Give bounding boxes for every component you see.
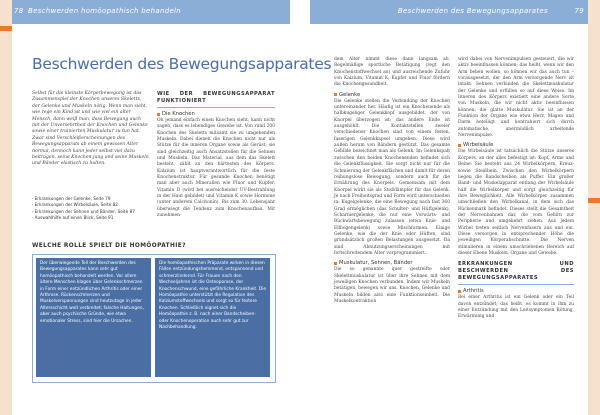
- bullet-square-icon: [334, 262, 337, 265]
- box-left-text: Der überwiegende Teil der Beschwerden des Bewegungsapparates kann sehr gut homöopathisch behandelt werden. Vor allem ältere Menschen klagen über Gelenkschmerzen in Form einer entzündlichen Arthritis oder einer Arthrose. Rückenschmerzen und Muskelverspannungen sind heutzutage in jeder Altersschicht weit verbreitet; falsche Haltungen, aber auch psychische Gründe, wie etwa emotionaler Stress, sind hier die Ursachen.: [36, 258, 151, 377]
- left-header-bar: [0, 0, 290, 24]
- box-right-text: Die homöopathischen Präparate wirken in diesen Fällen entzündungshemmend, entspannend und schmerzlindernd. Für Frauen nach den Wechseljahren ist die Osteoporose, der Knochenschwund, eine gefährliche Krankheit. Die Homöopathie unterstützt die Regulation des Kalziumstoffwechsels und sorgt so für festere Knochen. Schließlich eignet sich die Homöopathie z. B. nach einer Bandscheiben- oder Knochenoperation auch sehr gut zur Nachbehandlung.: [155, 258, 270, 377]
- section-heading: ERKRANKUNGEN UND BESCHWERDEN DES BEWEGUNGSAPPARATES: [458, 261, 574, 282]
- intro-paragraph: Selbst für die kleinste Körperbewegung ist das Zusammenspiel der Knochen unseres Skeletts, der Gelenke und Muskeln nötig. Wenn man sieht, wie rege ein Kind ist und wie viel ein alter Mensch, dann weiß man, dass Bewegung auch mit der Unversehrtheit der Knochen und Gelenke sowie einer trainierten Muskulatur zu tun hat. Zwar sind Verschleißerscheinungen des Bewegungsapparats ab einem gewissen Alter normal, dennoch kann jeder selbst viel dazu beitragen, seine Knochen jung und seine Muskeln und Bänder elastisch zu halten.: [32, 91, 149, 167]
- subheading: Wirbelsäule: [458, 141, 574, 149]
- column-3: [334, 57, 450, 305]
- subheading: Die Knochen: [157, 110, 275, 118]
- left-margin-strip: [0, 0, 12, 415]
- section-heading: WIE DER BEWEGUNGSAPPARAT FUNKTIONIERT: [157, 91, 275, 104]
- right-orange-tab: [588, 198, 600, 203]
- right-margin-strip: [588, 0, 600, 415]
- subheading: Gelenke: [334, 91, 450, 99]
- subheading: Muskulatur, Sehnen, Bänder: [334, 259, 450, 267]
- box-title: WELCHE ROLLE SPIELT DIE HOMÖOPATHIE?: [32, 243, 186, 249]
- body-text: Bei einer Arthritis ist ein Gelenk oder ein Teil davon entzündet; das heißt, es kommt in ihm zu einer Entzündung mit den Leitsymptomen Rötung, Erwärmung und: [458, 295, 574, 320]
- body-text: wird dabei von Nervenimpulsen gesteuert, die wir aktiv beeinflussen können; das heißt, wenn wir den Arm beben wollen, so können wir das auch tun – vorausgesetzt, der den Arm versorgende Nerv ist intakt. Sehnen verbinden die Skelettmuskulatur der Gelenke und erfüllen so auf diese Weise. Im Inneren des Körpers existiert eine andere Sorte von Muskeln, die wir nicht aktiv beeinflussen können: die glatte Muskulatur. Sie ist an der Funktion der Organe wie etwa Herz, Magen und Darm beteiligt und kontrahiert sich durch automatische, unermüdlich arbeitende Nervenimpulse.: [458, 57, 574, 139]
- info-box: [32, 254, 276, 383]
- chapter-link[interactable]: · Auswahlhilfe auf einen Blick, Seite 91: [32, 215, 114, 221]
- body-text: Die Gelenke stellen die Verbindung der Knochen untereinander her. Häufig ist ein Knochenende als halbkugeliger Gelenkkopf ausgebildet, der von Knorpel überzogen ist; das andere Ende ist ausgehöhlt. Die Kontaktstellen zweier verschiedener Knochen sind von einem festen, faserigen Gelenkkapsel umgeben. Diese wird außen herum von Bändern gestützt. Das gesamte Gebilde bezeichnet man als Gelenk. Im Gelenkspalt zwischen den beiden Knochenenden befindet sich die Gelenkflüssigkeit. Sie sorgt nicht nur für die Schmierung der Gelenkflächen und damit für deren reibungslose Bewegung, sondern auch für die Ernährung des Knorpels. Gemeinsam mit dem Knorpel wirkt sie als Stoßdämpfer für das Gelenk. Je nach Freiheitsgrad und Form wird unterschieden in: Kugelgelenke, die eine Bewegung nach fast 360 Grad ermöglichen (das Schulter- und Hüftgelenk), Scharniergelenke, die nur eine Vorwärts- und Rückwärtsbewegung zulassen (etwa Knie- und Ellbogengelenk) sowie Mischformen. Einige Gelenke, wie die der Knie oder Hüften, sind grundsätzlich großen Belastungen ausgesetzt. Da sind Abnutzungserscheinungen mit fortschreitendem Alter vorprogrammiert.: [334, 98, 450, 256]
- divider: [157, 107, 275, 108]
- chapter-link[interactable]: · Erkrankungen der Wirbelsäule, Seite 82: [32, 202, 118, 208]
- chapter-link[interactable]: · Erkrankungen der Gelenke, Seite 79: [32, 196, 111, 201]
- right-running-title: Beschwerden des Bewegungsapparates: [397, 7, 548, 15]
- right-header-bar: [310, 0, 600, 24]
- page-title: Beschwerden des Bewegungsapparates: [32, 55, 332, 73]
- body-text: Die so genannte quer gestreifte oder Skelettmuskulatur ist über ihre Sehnen mit dem jeweiligen Knochen verbunden. Indem wir Muskeln betätigen, bewegen wir uns. Knochen, Gelenke und Muskeln bilden also eine Funktionseinheit. Die Muskelkontraktion: [334, 267, 450, 305]
- right-page-number: 79: [574, 7, 584, 15]
- left-page-number: 78: [14, 7, 24, 15]
- bullet-square-icon: [334, 93, 337, 96]
- body-text: dem Alter nimmt diese dann langsam ab. Regelmäßige sportliche Betätigung (regt den Knochenstoffwechsel an) und ausreichende Zufuhr von Kalzium, Vitamin K, Kupfer und Fluor fördern die Knochengesundheit.: [334, 57, 450, 88]
- bullet-square-icon: [458, 290, 461, 293]
- column-2: [157, 91, 275, 220]
- chapter-link[interactable]: · Erkrankungen der Sehnen und Bänder, Seite 87: [32, 208, 135, 214]
- column-4: [458, 57, 574, 321]
- chapter-links-list: [32, 196, 150, 222]
- left-orange-tab: [0, 26, 12, 31]
- bullet-square-icon: [157, 113, 160, 116]
- body-text: Die Wirbelsäule ist tatsächlich die Stütze unseres Körpers, an der alles befestigt ist: Kopf, Arme und Beine. Sie besteht aus 24 Wirbelkörpern, Kreuz- sowie Steißbein. Zwischen den Wirbelkörpern liegen die Bandscheiben als Puffer. Ein großer Band- und Muskelapparat entlang der Wirbelsäule hält die Wirbelkörper und sorgt gleichzeitig für ihre Beweglichkeit. Alle Wirbelkörper zusammen umschließen den Wirbelkanal, in dem sich das Rückenmark befindet. Dieses stellt die Gesamtheit der Nervenbahnen dar, die vom Gehirn zur Peripherie und umgekehrt ziehen. Aus jedem Wirbel treten seitlich Nervenfasern aus und ein. Diese versorgen in entsprechender Höhe die jeweiligen Körperabschnitte. Die Nerven stimulieren in einem umschriebenen Bereich auf dieser Ebene Muskeln, Organe und Gewebe.: [458, 149, 574, 256]
- bullet-square-icon: [458, 144, 461, 147]
- divider: [458, 284, 574, 285]
- subheading: Arthritis: [458, 287, 574, 295]
- body-text: Oh jemand einfach einen Knochen sieht, kann nicht sagen, dass es lebendiges Gewebe ist. Von rund 200 Knochen des Skeletts mitsamt sie zu umgebenden Muskeln. Dabei dienen die Knochen nicht nur als Stütze für die inneren Organe sowie als Gerüst; sie sind gleichzeitig auch Ansatzstellen für die Sehnen und Muskeln. Das Material, aus dem das Skelett besteht, zählt zu den härtesten des Körpers. Kalzium ist hauptverantwortlich für die feste Knochenstruktur. Für gesunde Knochen benötigt man aber auch Mineralien wie Fluor und Kupfer, Vitamin D (wird bei ausreichender UV-Bestrahlung in der Haut gebildet) und Vitamin K sowie Hormone (unter anderem Calcitonin). Bis zum 30. Lebensjahr überwiegt die Tendenz zum Knochenaufbau. Mit zunehmen-: [157, 118, 275, 219]
- left-running-title: Beschwerden homöopathisch behandeln: [28, 7, 182, 15]
